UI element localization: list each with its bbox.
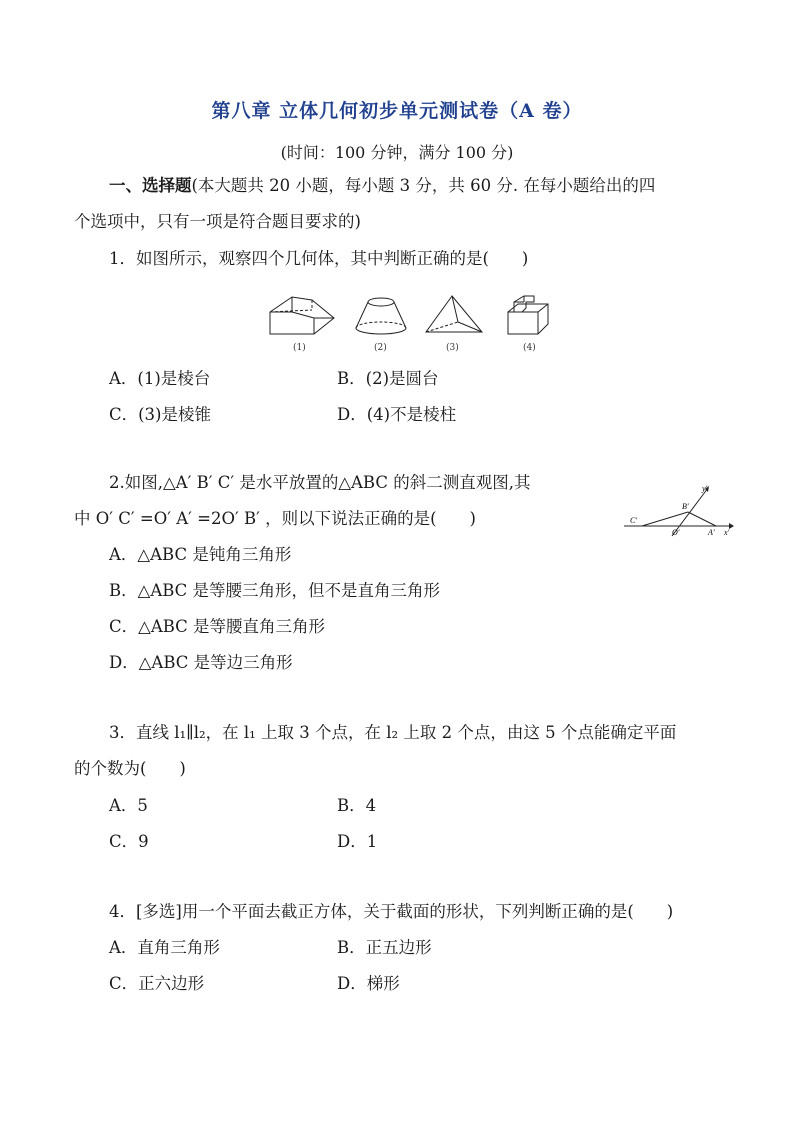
label-x: x′ (724, 528, 730, 537)
q1-caption-2: (2) (374, 343, 387, 353)
label-y: y′ (702, 484, 708, 493)
exam-info: (时间：100 分钟，满分 100 分) (280, 143, 514, 162)
section-heading: 一、选择题 (109, 176, 192, 195)
section-desc-line2: 个选项中，只有一项是符合题目要求的) (74, 212, 361, 231)
q1-stem: 1．如图所示，观察四个几何体，其中判断正确的是( ) (109, 249, 529, 268)
q3-option-d: D．1 (337, 832, 378, 851)
q3-stem-line1: 3．直线 l₁∥l₂，在 l₁ 上取 3 个点，在 l₂ 上取 2 个点，由这 5 个点能确定平面 (109, 723, 677, 742)
q1-caption-1: (1) (293, 343, 306, 353)
q2-oblique-figure (620, 480, 740, 540)
page-title: 第八章 立体几何初步单元测试卷（A 卷） (211, 100, 583, 122)
solid-1-icon (270, 297, 334, 334)
label-a: A′ (708, 528, 715, 537)
q2-option-d: D．△ABC 是等边三角形 (109, 653, 293, 672)
q3-stem-line2: 的个数为( ) (74, 759, 186, 778)
segment-ba (688, 512, 716, 526)
q4-stem: 4．[多选]用一个平面去截正方体，关于截面的形状，下列判断正确的是( ) (109, 902, 674, 921)
q3-option-b: B．4 (337, 796, 377, 815)
q1-option-a: A．(1)是棱台 (109, 369, 211, 388)
label-c: C′ (630, 516, 638, 525)
section-instructions (109, 174, 655, 198)
q3-option-a: A．5 (109, 796, 148, 815)
q1-caption-4: (4) (523, 343, 536, 353)
solid-3-icon (426, 296, 482, 332)
q1-caption-3: (3) (446, 343, 459, 353)
q1-option-b: B．(2)是圆台 (337, 369, 439, 388)
q4-option-a: A．直角三角形 (109, 938, 220, 957)
q2-option-a: A．△ABC 是钝角三角形 (109, 545, 292, 564)
q2-option-b: B．△ABC 是等腰三角形，但不是直角三角形 (109, 581, 441, 600)
q4-option-d: D．梯形 (337, 974, 400, 993)
q1-figure (264, 290, 554, 360)
solid-2-icon (356, 298, 406, 334)
q1-option-c: C．(3)是棱锥 (109, 405, 211, 424)
q3-option-c: C．9 (109, 832, 149, 851)
label-o: O′ (672, 528, 680, 537)
q2-stem-line2: 中 O′ C′ =O′ A′ =2O′ B′ ，则以下说法正确的是( ) (74, 509, 476, 528)
q1-option-d: D．(4)不是棱柱 (337, 405, 457, 424)
q4-option-b: B．正五边形 (337, 938, 432, 957)
q4-option-c: C．正六边形 (109, 974, 205, 993)
label-b: B′ (682, 502, 689, 511)
q2-option-c: C．△ABC 是等腰直角三角形 (109, 617, 326, 636)
section-desc-line1: (本大题共 20 小题，每小题 3 分，共 60 分. 在每小题给出的四 (191, 176, 656, 195)
solid-4-icon (508, 296, 548, 334)
q2-stem-line1: 2.如图,△A′ B′ C′ 是水平放置的△ABC 的斜二测直观图,其 (109, 473, 531, 492)
